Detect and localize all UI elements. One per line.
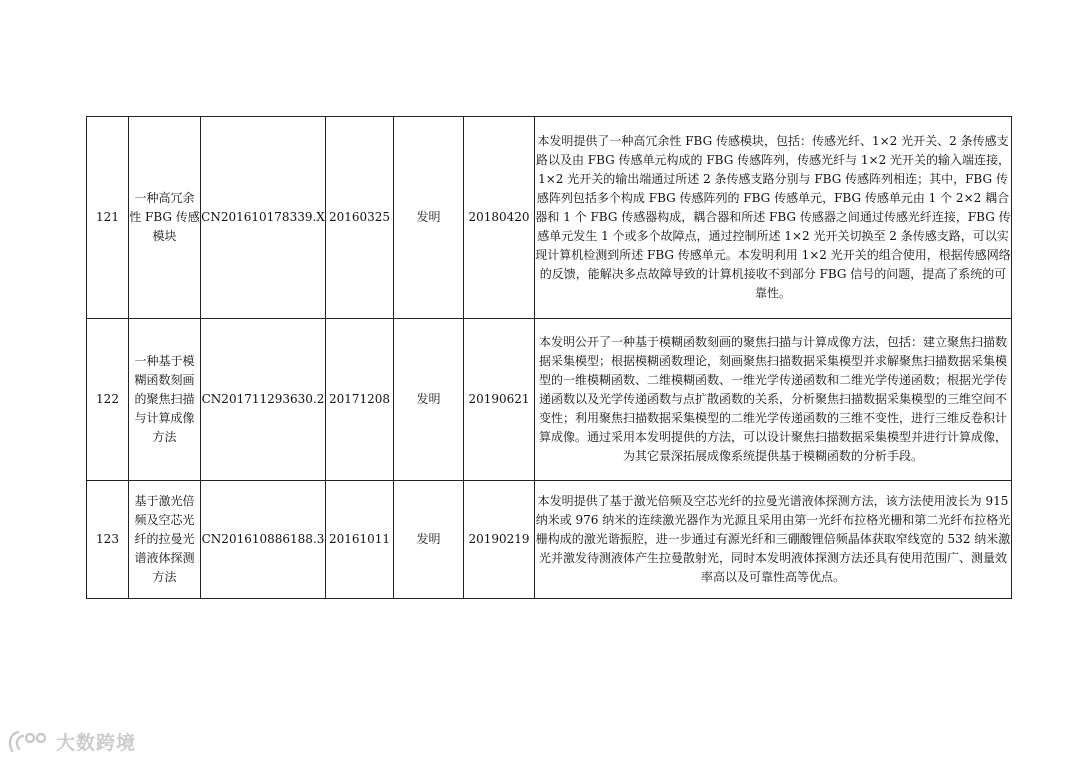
patent-type: 发明 [394, 319, 464, 481]
patent-type: 发明 [394, 117, 464, 319]
patent-summary: 本发明提供了基于激光倍频及空芯光纤的拉曼光谱液体探测方法，该方法使用波长为 915 纳米或 976 纳米的连续激光器作为光源且采用由第一光纤布拉格光栅和第二光纤布拉格光栅构成的激光谐振腔，进一步通过有源光纤和三硼酸锂倍频晶体获取窄线宽的 532 纳米激光并激发待测液体产生拉曼散射光，同时本发明液体探测方法还具有使用范围广、测量效率高以及可靠性高等优点。 [535, 481, 1012, 599]
application-date: 20160325 [326, 117, 394, 319]
application-date: 20171208 [326, 319, 394, 481]
patent-table [86, 116, 1012, 599]
row-number: 122 [87, 319, 129, 481]
application-number: CN201610886188.3 [201, 481, 326, 599]
patent-summary: 本发明提供了一种高冗余性 FBG 传感模块，包括：传感光纤、1×2 光开关、2 条传感支路以及由 FBG 传感单元构成的 FBG 传感阵列，传感光纤与 1×2 光开关的输入端连接，1×2 光开关的输出端通过所述 2 条传感支路分别与 FBG 传感阵列相连；其中，FBG 传感阵列包括多个构成 FBG 传感阵列的 FBG 传感单元，FBG 传感单元由 1 个 2×2 耦合器和 1 个 FBG 传感器构成，耦合器和所述 FBG 传感器之间通过传感光纤连接，FBG 传感单元发生 1 个或多个故障点，通过控制所述 1×2 光开关切换至 2 条传感支路，可以实现计算机检测到所述 FBG 传感单元。本发明利用 1×2 光开关的组合使用，根据传感网络的反馈，能解决多点故障导致的计算机接收不到部分 FBG 信号的问题，提高了系统的可靠性。 [535, 117, 1012, 319]
application-number: CN201610178339.X [201, 117, 326, 319]
application-number: CN201711293630.2 [201, 319, 326, 481]
application-date: 20161011 [326, 481, 394, 599]
patent-title: 一种基于模糊函数刻画的聚焦扫描与计算成像方法 [129, 319, 201, 481]
patent-summary: 本发明公开了一种基于模糊函数刻画的聚焦扫描与计算成像方法，包括：建立聚焦扫描数据采集模型；根据模糊函数理论，刻画聚焦扫描数据采集模型并求解聚焦扫描数据采集模型的一维模糊函数、二维模糊函数、一维光学传递函数和二维光学传递函数；根据光学传递函数以及光学传递函数与点扩散函数的关系，分析聚焦扫描数据采集模型的三维空间不变性；利用聚焦扫描数据采集模型的二维光学传递函数的三维不变性，进行三维反卷积计算成像。通过采用本发明提供的方法，可以设计聚焦扫描数据采集模型并进行计算成像，为其它景深拓展成像系统提供基于模糊函数的分析手段。 [535, 319, 1012, 481]
table-row [87, 117, 1012, 319]
table-row [87, 481, 1012, 599]
watermark-logo-icon [6, 729, 50, 755]
grant-date: 20190219 [464, 481, 535, 599]
watermark-text: 大数跨境 [56, 732, 137, 754]
table-row [87, 319, 1012, 481]
patent-title: 基于激光倍频及空芯光纤的拉曼光谱液体探测方法 [129, 481, 201, 599]
patent-title: 一种高冗余性 FBG 传感模块 [129, 117, 201, 319]
row-number: 123 [87, 481, 129, 599]
grant-date: 20180420 [464, 117, 535, 319]
watermark [6, 728, 136, 755]
grant-date: 20190621 [464, 319, 535, 481]
row-number: 121 [87, 117, 129, 319]
patent-type: 发明 [394, 481, 464, 599]
